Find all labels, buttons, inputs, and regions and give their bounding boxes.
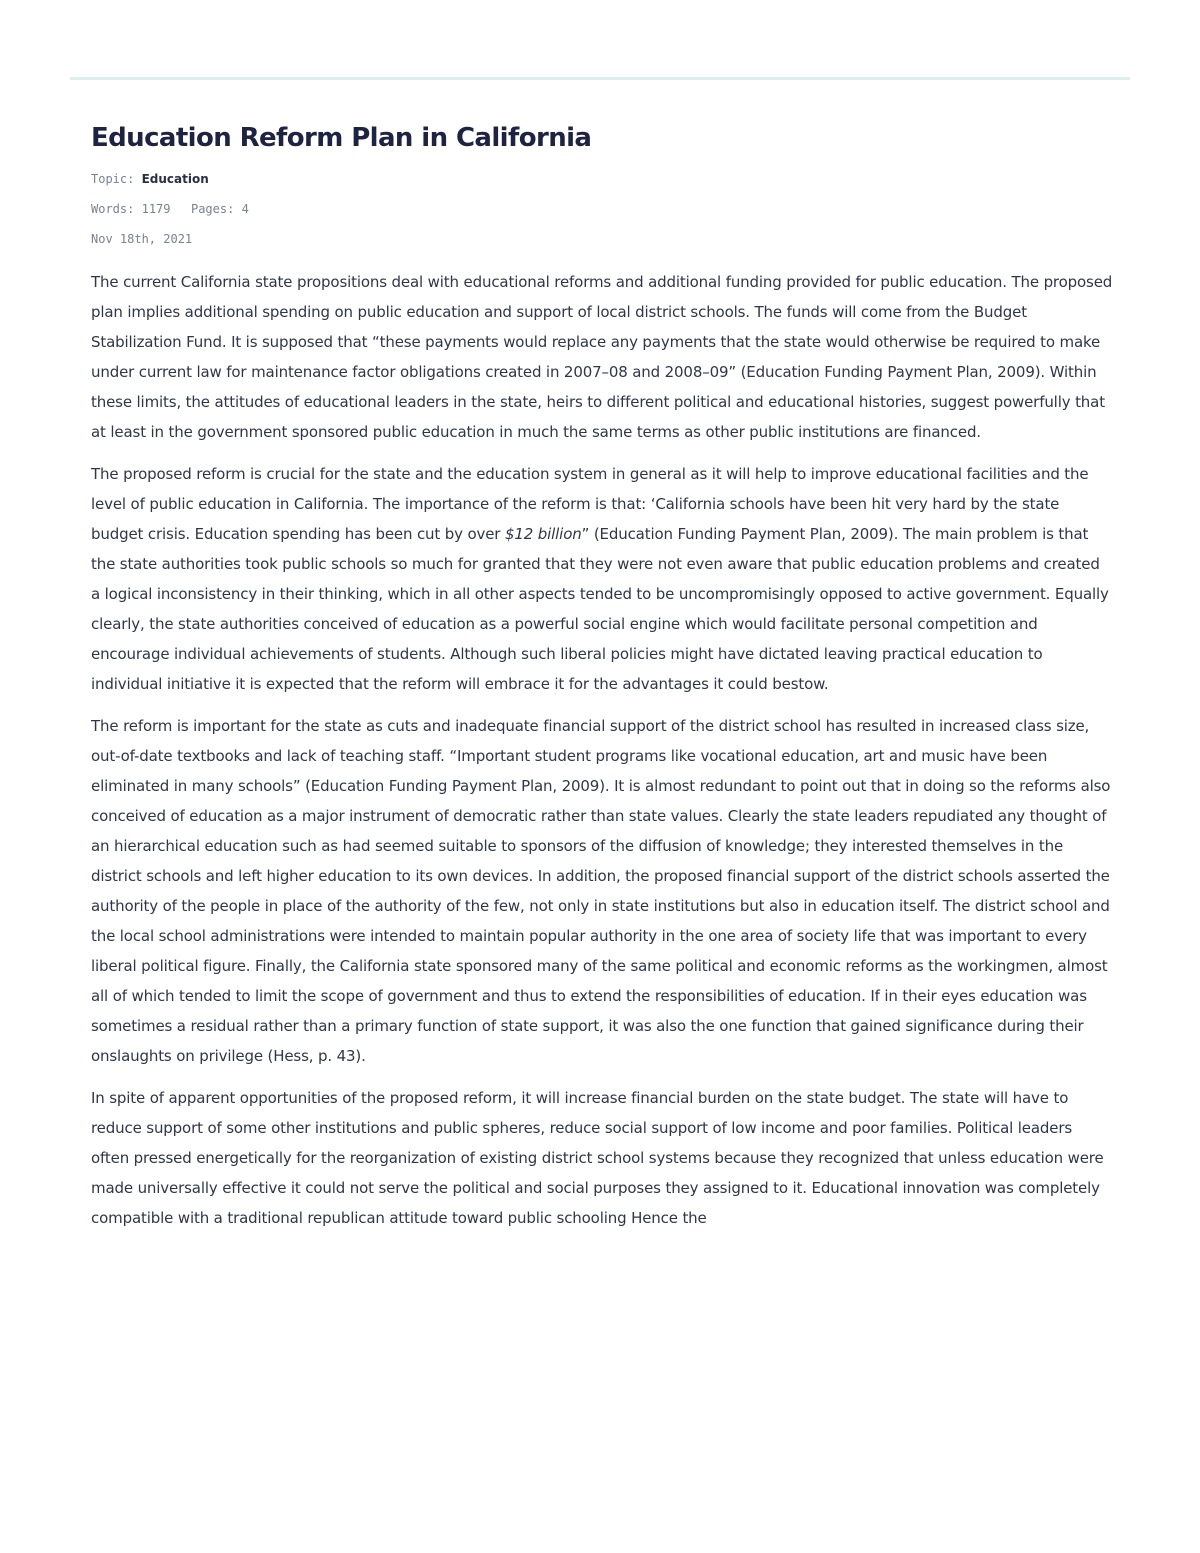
top-divider: [70, 77, 1130, 80]
document: [91, 120, 1113, 1245]
paragraph-2-part-1: The proposed reform is crucial for the state and the education system in general as it will help to improve educational facilities and the level of public education in California. The importance of the reform is that: ‘California schools have been hit very hard by the state budget crisis. Education spending has been cut by over: [91, 465, 1089, 543]
words-value: 1179: [141, 202, 171, 216]
document-title: Education Reform Plan in California: [91, 123, 592, 153]
words-label: Words:: [91, 202, 135, 216]
pages-label: Pages:: [190, 202, 235, 216]
publish-date: Nov 18th, 2021: [91, 232, 193, 246]
pages-value: 4: [241, 202, 249, 216]
document-body: [91, 267, 1113, 1233]
paragraph-3: The reform is important for the state as cuts and inadequate financial support of the district school has resulted in increased class size, out-of-date textbooks and lack of teaching staff. “Important student programs like vocational education, art and music have been eliminated in many schools” (Education Funding Payment Plan, 2009). It is almost redundant to point out that in doing so the reforms also conceived of education as a major instrument of democratic rather than state values. Clearly the state leaders repudiated any thought of an hierarchical education such as had seemed suitable to sponsors of the diffusion of knowledge; they interested themselves in the district schools and left higher education to its own devices. In addition, the proposed financial support of the district schools asserted the authority of the people in place of the authority of the few, not only in state institutions but also in education itself. The district school and the local school administrations were intended to maintain popular authority in the one area of society life that was important to every liberal political figure. Finally, the California state sponsored many of the same political and economic reforms as the workingmen, almost all of which tended to limit the scope of government and thus to extend the responsibilities of education. If in their eyes education was sometimes a residual rather than a primary function of state support, it was also the one function that gained significance during their onslaughts on privilege (Hess, p. 43).: [91, 717, 1111, 1065]
paragraph-4: In spite of apparent opportunities of the proposed reform, it will increase financial burden on the state budget. The state will have to reduce support of some other institutions and public spheres, reduce social support of low income and poor families. Political leaders often pressed energetically for the reorganization of existing district school systems because they recognized that unless education were made universally effective it could not serve the political and social purposes they assigned to it. Educational innovation was completely compatible with a traditional republican attitude toward public schooling Hence the: [91, 1089, 1104, 1227]
paragraph-2-emphasis: $12 billion: [504, 525, 582, 543]
topic-label: Topic:: [91, 172, 135, 186]
counts-line: [91, 201, 1113, 217]
paragraph-2: [91, 459, 1113, 699]
topic-value: Education: [141, 172, 209, 186]
topic-line: [91, 171, 1113, 187]
paragraph-1: The current California state propositions deal with educational reforms and additional funding provided for public education. The proposed plan implies additional spending on public education and support of local district schools. The funds will come from the Budget Stabilization Fund. It is supposed that “these payments would replace any payments that the state would otherwise be required to make under current law for maintenance factor obligations created in 2007–08 and 2008–09” (Education Funding Payment Plan, 2009). Within these limits, the attitudes of educational leaders in the state, heirs to different political and educational histories, suggest powerfully that at least in the government sponsored public education in much the same terms as other public institutions are financed.: [91, 273, 1113, 441]
paragraph-2-part-2: ” (Education Funding Payment Plan, 2009). The main problem is that the state authorities took public schools so much for granted that they were not even aware that public education problems and created a logical inconsistency in their thinking, which in all other aspects tended to be uncompromisingly opposed to active government. Equally clearly, the state authorities conceived of education as a powerful social engine which would facilitate personal competition and encourage individual achievements of students. Although such liberal policies might have dictated leaving practical education to individual initiative it is expected that the reform will embrace it for the advantages it could bestow.: [91, 525, 1109, 693]
